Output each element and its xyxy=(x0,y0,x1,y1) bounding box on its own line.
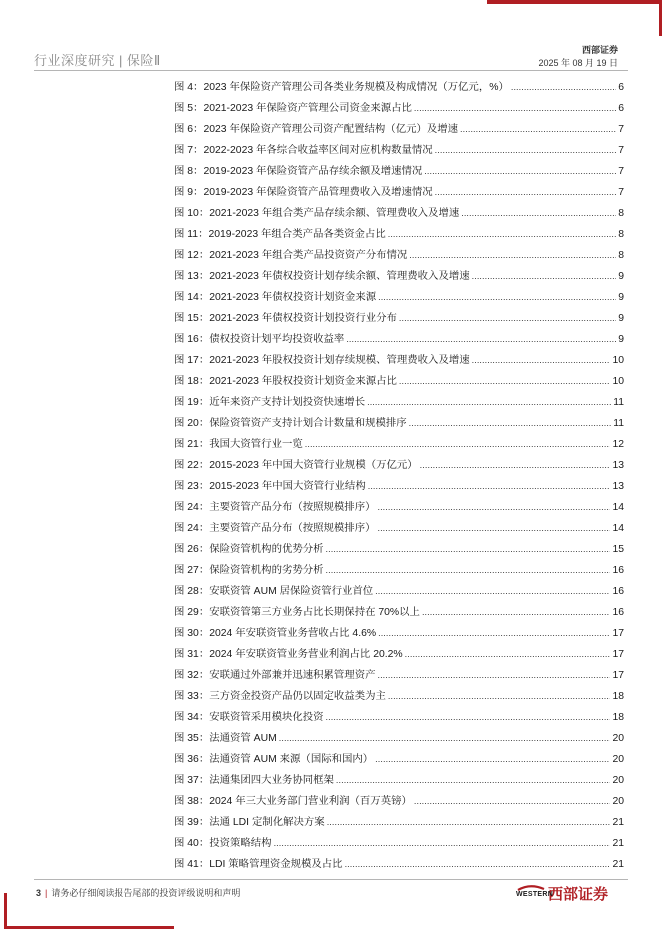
toc-entry-page: 21 xyxy=(612,859,624,870)
toc-entry-label: 图 35：法通资管 AUM xyxy=(174,733,277,744)
figure-index-list xyxy=(174,78,624,876)
toc-entry-label: 图 30：2024 年安联资管业务营收占比 4.6% xyxy=(174,628,377,639)
category-label: 行业深度研究 xyxy=(34,53,116,68)
toc-entry[interactable] xyxy=(174,834,624,855)
report-date: 2025 年 08 月 19 日 xyxy=(538,58,618,68)
toc-entry-page: 17 xyxy=(612,649,624,660)
toc-dot-leader xyxy=(375,754,610,764)
toc-entry-page: 18 xyxy=(612,691,624,702)
toc-entry[interactable] xyxy=(174,393,624,414)
toc-entry[interactable] xyxy=(174,813,624,834)
toc-entry-page: 17 xyxy=(612,628,624,639)
toc-dot-leader xyxy=(326,565,611,575)
toc-entry[interactable] xyxy=(174,498,624,519)
toc-entry-label: 图 5：2021-2023 年保险资产管理公司资金来源占比 xyxy=(174,103,412,114)
toc-entry[interactable] xyxy=(174,750,624,771)
toc-entry-label: 图 29：安联资管第三方业务占比长期保持在 70%以上 xyxy=(174,607,420,618)
toc-entry-label: 图 13：2021-2023 年债权投资计划存续余额、管理费收入及增速 xyxy=(174,271,470,282)
toc-entry[interactable] xyxy=(174,372,624,393)
toc-dot-leader xyxy=(336,775,611,785)
report-category xyxy=(34,50,161,69)
toc-entry[interactable] xyxy=(174,162,624,183)
toc-entry[interactable] xyxy=(174,771,624,792)
header-separator: | xyxy=(119,53,123,68)
toc-entry[interactable] xyxy=(174,141,624,162)
toc-dot-leader xyxy=(435,187,617,197)
toc-entry-page: 6 xyxy=(618,103,624,114)
toc-entry[interactable] xyxy=(174,666,624,687)
toc-entry-label: 图 18：2021-2023 年股权投资计划资金来源占比 xyxy=(174,376,397,387)
toc-entry-page: 17 xyxy=(612,670,624,681)
toc-entry-page: 21 xyxy=(612,838,624,849)
toc-entry[interactable] xyxy=(174,288,624,309)
footer-separator: | xyxy=(45,888,48,898)
toc-entry-label: 图 39：法通 LDI 定制化解决方案 xyxy=(174,817,325,828)
toc-entry-label: 图 11：2019-2023 年组合类产品各类资金占比 xyxy=(174,229,386,240)
toc-entry[interactable] xyxy=(174,435,624,456)
toc-entry-page: 8 xyxy=(618,250,624,261)
toc-entry-label: 图 26：保险资管机构的优势分析 xyxy=(174,544,324,555)
toc-dot-leader xyxy=(378,628,610,638)
toc-entry-page: 20 xyxy=(612,775,624,786)
toc-dot-leader xyxy=(346,334,616,344)
toc-entry-label: 图 4：2023 年保险资产管理公司各类业务规模及构成情况（万亿元，%） xyxy=(174,82,509,93)
toc-entry-label: 图 17：2021-2023 年股权投资计划存续规模、管理费收入及增速 xyxy=(174,355,470,366)
toc-entry-page: 10 xyxy=(612,355,624,366)
toc-entry-label: 图 16：债权投资计划平均投资收益率 xyxy=(174,334,345,345)
toc-entry-page: 15 xyxy=(612,544,624,555)
toc-dot-leader xyxy=(367,397,611,407)
toc-dot-leader xyxy=(472,355,611,365)
toc-entry[interactable] xyxy=(174,582,624,603)
toc-entry[interactable] xyxy=(174,183,624,204)
toc-entry-label: 图 22：2015-2023 年中国大资管行业规模（万亿元） xyxy=(174,460,418,471)
toc-entry-label: 图 12：2021-2023 年组合类产品投资资产分布情况 xyxy=(174,250,408,261)
toc-entry-label: 图 14：2021-2023 年债权投资计划资金来源 xyxy=(174,292,377,303)
toc-entry[interactable] xyxy=(174,708,624,729)
toc-entry[interactable] xyxy=(174,309,624,330)
toc-dot-leader xyxy=(399,376,611,386)
top-accent-bar xyxy=(487,0,662,4)
toc-entry-label: 图 8：2019-2023 年保险资管产品存续余额及增速情况 xyxy=(174,166,423,177)
toc-dot-leader xyxy=(368,481,611,491)
toc-entry-page: 21 xyxy=(612,817,624,828)
toc-entry-page: 7 xyxy=(618,187,624,198)
toc-entry-page: 14 xyxy=(612,502,624,513)
toc-dot-leader xyxy=(420,460,611,470)
toc-dot-leader xyxy=(414,103,616,113)
toc-dot-leader xyxy=(435,145,617,155)
toc-dot-leader xyxy=(327,817,611,827)
toc-entry-label: 图 24：主要资管产品分布（按照规模排序） xyxy=(174,523,376,534)
toc-entry-label: 图 34：安联资管采用模块化投资 xyxy=(174,712,324,723)
header-meta xyxy=(538,44,618,70)
toc-entry-page: 20 xyxy=(612,754,624,765)
toc-entry[interactable] xyxy=(174,540,624,561)
toc-entry-page: 16 xyxy=(612,586,624,597)
toc-dot-leader xyxy=(388,229,617,239)
toc-dot-leader xyxy=(326,544,611,554)
toc-entry[interactable] xyxy=(174,519,624,540)
toc-entry-label: 图 15：2021-2023 年债权投资计划投资行业分布 xyxy=(174,313,397,324)
toc-entry-label: 图 31：2024 年安联资管业务营业利润占比 20.2% xyxy=(174,649,403,660)
toc-dot-leader xyxy=(409,250,616,260)
toc-dot-leader xyxy=(422,607,610,617)
toc-entry-page: 7 xyxy=(618,145,624,156)
toc-entry-label: 图 41：LDI 策略管理资金规模及占比 xyxy=(174,859,343,870)
toc-entry-label: 图 23：2015-2023 年中国大资管行业结构 xyxy=(174,481,366,492)
toc-entry[interactable] xyxy=(174,204,624,225)
toc-entry-page: 7 xyxy=(618,124,624,135)
toc-entry-page: 16 xyxy=(612,607,624,618)
toc-entry-page: 14 xyxy=(612,523,624,534)
toc-entry-page: 8 xyxy=(618,208,624,219)
toc-dot-leader xyxy=(326,712,611,722)
toc-dot-leader xyxy=(424,166,616,176)
toc-entry-label: 图 40：投资策略结构 xyxy=(174,838,272,849)
toc-entry-label: 图 33：三方资金投资产品仍以固定收益类为主 xyxy=(174,691,386,702)
page-number: 3 xyxy=(36,888,42,898)
toc-entry-page: 9 xyxy=(618,313,624,324)
toc-entry-page: 9 xyxy=(618,271,624,282)
toc-entry[interactable] xyxy=(174,120,624,141)
toc-entry-label: 图 21：我国大资管行业一览 xyxy=(174,439,303,450)
toc-entry[interactable] xyxy=(174,330,624,351)
toc-entry[interactable] xyxy=(174,99,624,120)
toc-dot-leader xyxy=(472,271,617,281)
toc-entry[interactable] xyxy=(174,414,624,435)
toc-entry-page: 13 xyxy=(612,460,624,471)
toc-entry[interactable] xyxy=(174,78,624,99)
toc-entry-label: 图 37：法通集团四大业务协同框架 xyxy=(174,775,334,786)
toc-dot-leader xyxy=(414,796,611,806)
toc-entry[interactable] xyxy=(174,603,624,624)
toc-entry-label: 图 6：2023 年保险资产管理公司资产配置结构（亿元）及增速 xyxy=(174,124,459,135)
toc-entry-page: 11 xyxy=(613,418,624,429)
toc-dot-leader xyxy=(279,733,611,743)
header-divider xyxy=(34,70,628,71)
toc-entry[interactable] xyxy=(174,246,624,267)
toc-entry[interactable] xyxy=(174,624,624,645)
footer-note xyxy=(36,886,240,899)
logo-mark xyxy=(516,887,554,901)
toc-entry-page: 18 xyxy=(612,712,624,723)
sector-label: 保险Ⅱ xyxy=(126,53,161,68)
toc-entry-label: 图 38：2024 年三大业务部门营业利润（百万英镑） xyxy=(174,796,412,807)
toc-entry[interactable] xyxy=(174,456,624,477)
toc-entry[interactable] xyxy=(174,729,624,750)
toc-entry-label: 图 32：安联通过外部兼并迅速积累管理资产 xyxy=(174,670,376,681)
toc-entry[interactable] xyxy=(174,792,624,813)
toc-entry-page: 9 xyxy=(618,292,624,303)
toc-dot-leader xyxy=(377,670,610,680)
toc-entry[interactable] xyxy=(174,561,624,582)
toc-entry-page: 7 xyxy=(618,166,624,177)
toc-entry[interactable] xyxy=(174,477,624,498)
bottom-accent-bar xyxy=(4,926,174,929)
toc-entry[interactable] xyxy=(174,645,624,666)
toc-dot-leader xyxy=(405,649,611,659)
toc-entry[interactable] xyxy=(174,351,624,372)
toc-dot-leader xyxy=(460,124,616,134)
toc-dot-leader xyxy=(274,838,611,848)
header-brand: 西部证券 xyxy=(581,45,618,55)
toc-entry[interactable] xyxy=(174,855,624,876)
toc-entry-page: 12 xyxy=(612,439,624,450)
toc-dot-leader xyxy=(375,586,610,596)
toc-dot-leader xyxy=(377,502,610,512)
toc-entry-label: 图 9：2019-2023 年保险资管产品管理费收入及增速情况 xyxy=(174,187,433,198)
toc-dot-leader xyxy=(305,439,611,449)
toc-entry-label: 图 7：2022-2023 年各综合收益率区间对应机构数量情况 xyxy=(174,145,433,156)
toc-entry[interactable] xyxy=(174,267,624,288)
toc-dot-leader xyxy=(377,523,610,533)
toc-entry-label: 图 27：保险资管机构的劣势分析 xyxy=(174,565,324,576)
toc-entry-label: 图 19：近年来资产支持计划投资快速增长 xyxy=(174,397,366,408)
toc-entry-page: 16 xyxy=(612,565,624,576)
toc-entry-page: 8 xyxy=(618,229,624,240)
bottom-accent-edge xyxy=(4,893,7,929)
toc-dot-leader xyxy=(388,691,611,701)
toc-entry-page: 13 xyxy=(612,481,624,492)
toc-entry-label: 图 10：2021-2023 年组合类产品存续余额、管理费收入及增速 xyxy=(174,208,460,219)
toc-entry-page: 20 xyxy=(612,733,624,744)
toc-entry-page: 11 xyxy=(613,397,624,408)
footer-divider xyxy=(34,879,628,880)
toc-dot-leader xyxy=(511,82,616,92)
toc-entry[interactable] xyxy=(174,687,624,708)
toc-entry-page: 20 xyxy=(612,796,624,807)
toc-dot-leader xyxy=(461,208,616,218)
toc-entry-label: 图 36：法通资管 AUM 来源（国际和国内） xyxy=(174,754,374,765)
toc-entry-page: 10 xyxy=(612,376,624,387)
toc-entry-page: 9 xyxy=(618,334,624,345)
toc-dot-leader xyxy=(409,418,612,428)
logo-english: WESTERN xyxy=(516,890,554,898)
toc-entry-label: 图 24：主要资管产品分布（按照规模排序） xyxy=(174,502,376,513)
western-securities-logo xyxy=(516,883,608,904)
disclaimer-text: 请务必仔细阅读报告尾部的投资评级说明和声明 xyxy=(51,888,241,898)
logo-chinese: 西部证券 xyxy=(548,886,609,903)
toc-dot-leader xyxy=(345,859,611,869)
toc-dot-leader xyxy=(378,292,616,302)
toc-entry-label: 图 20：保险资管资产支持计划合计数量和规模排序 xyxy=(174,418,407,429)
toc-dot-leader xyxy=(399,313,616,323)
toc-entry-label: 图 28：安联资管 AUM 居保险资管行业首位 xyxy=(174,586,374,597)
toc-entry[interactable] xyxy=(174,225,624,246)
toc-entry-page: 6 xyxy=(618,82,624,93)
